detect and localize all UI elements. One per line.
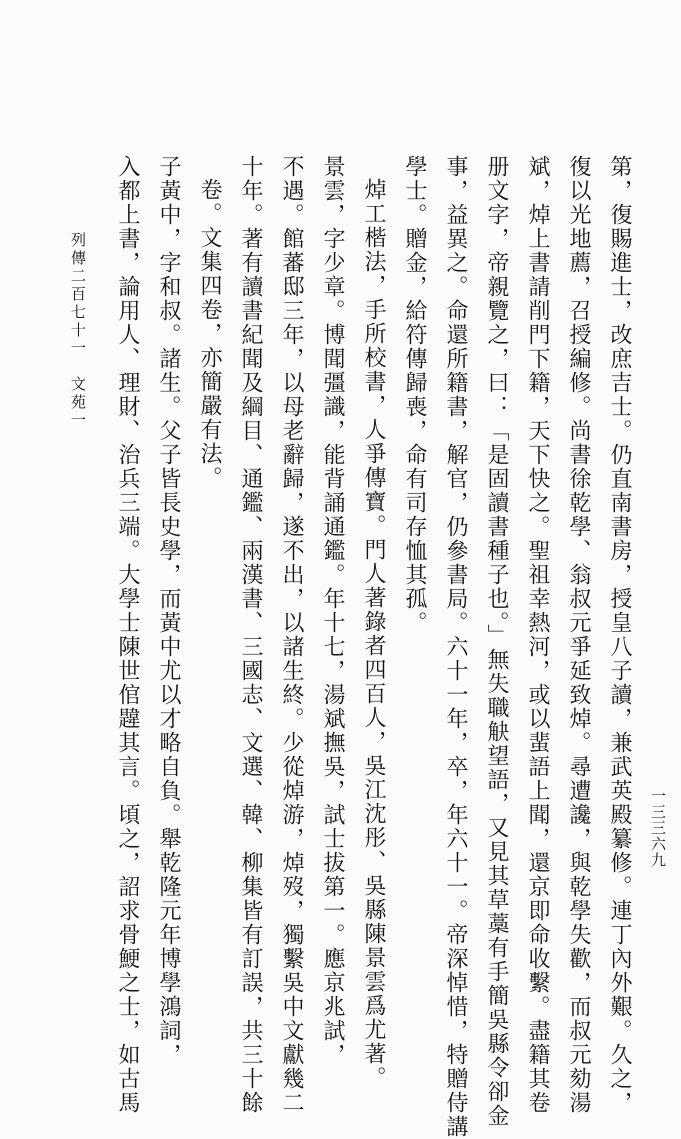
text-column-9: 不遇。館蕃邸三年，以母老辭歸，遂不出，以諸生終。少從焯游，焯歿，獨繫吳中文獻幾二 [279,155,304,1115]
text-column-8: 景雲，字少章。博聞彊識，能背誦通鑑。年十七，湯斌撫吳，試士拔第一。應京兆試， [320,155,345,1067]
text-column-12: 子黃中，字和叔。諸生。父子皆長史學，而黃中尤以才略自負。舉乾隆元年博學鴻詞， [156,155,181,1067]
text-column-11: 卷。文集四卷，亦簡嚴有法。 [197,178,222,490]
text-column-10: 十年。著有讀書紀聞及綱目、通鑑、兩漢書、三國志、文選、韓、柳集皆有訂誤，共三十餘 [238,155,263,1115]
text-column-2: 復以光地薦，召授編修。尚書徐乾學、翁叔元爭延致焯。尋遭讒，與乾學失歡，而叔元劾湯 [566,155,591,1115]
text-column-7: 焯工楷法，手所校書，人爭傳寶。門人著錄者四百人，吳江沈彤、吳縣陳景雲爲尤著。 [361,178,386,1090]
text-column-6: 學士。贈金，給符傳歸喪，命有司存恤其孤。 [402,155,427,635]
text-column-13: 入都上書，論用人、理財、治兵三端。大學士陳世倌韙其言。頃之，詔求骨鯁之士，如古馬 [115,155,140,1115]
page-number: 一三三六九 [649,788,667,868]
running-head: 列傳二百七十一 文苑一 [69,232,87,430]
text-column-1: 第，復賜進士，改庶吉士。仍直南書房，授皇八子讀，兼武英殿纂修。連丁內外艱。久之， [607,155,632,1115]
text-column-4: 册文字，帝親覽之，曰：「是固讀書種子也。」無失職觖望語，又見其草藁有手簡吳縣令卻金 [484,155,509,1128]
text-column-5: 事，益異之。命還所籍書，解官，仍參書局。六十一年，卒，年六十一。帝深悼惜，特贈侍講 [443,155,468,1139]
text-column-3: 斌，焯上書請削門下籍，天下快之。聖祖幸熱河，或以蜚語上聞，還京即命收繫。盡籍其卷 [525,155,550,1115]
